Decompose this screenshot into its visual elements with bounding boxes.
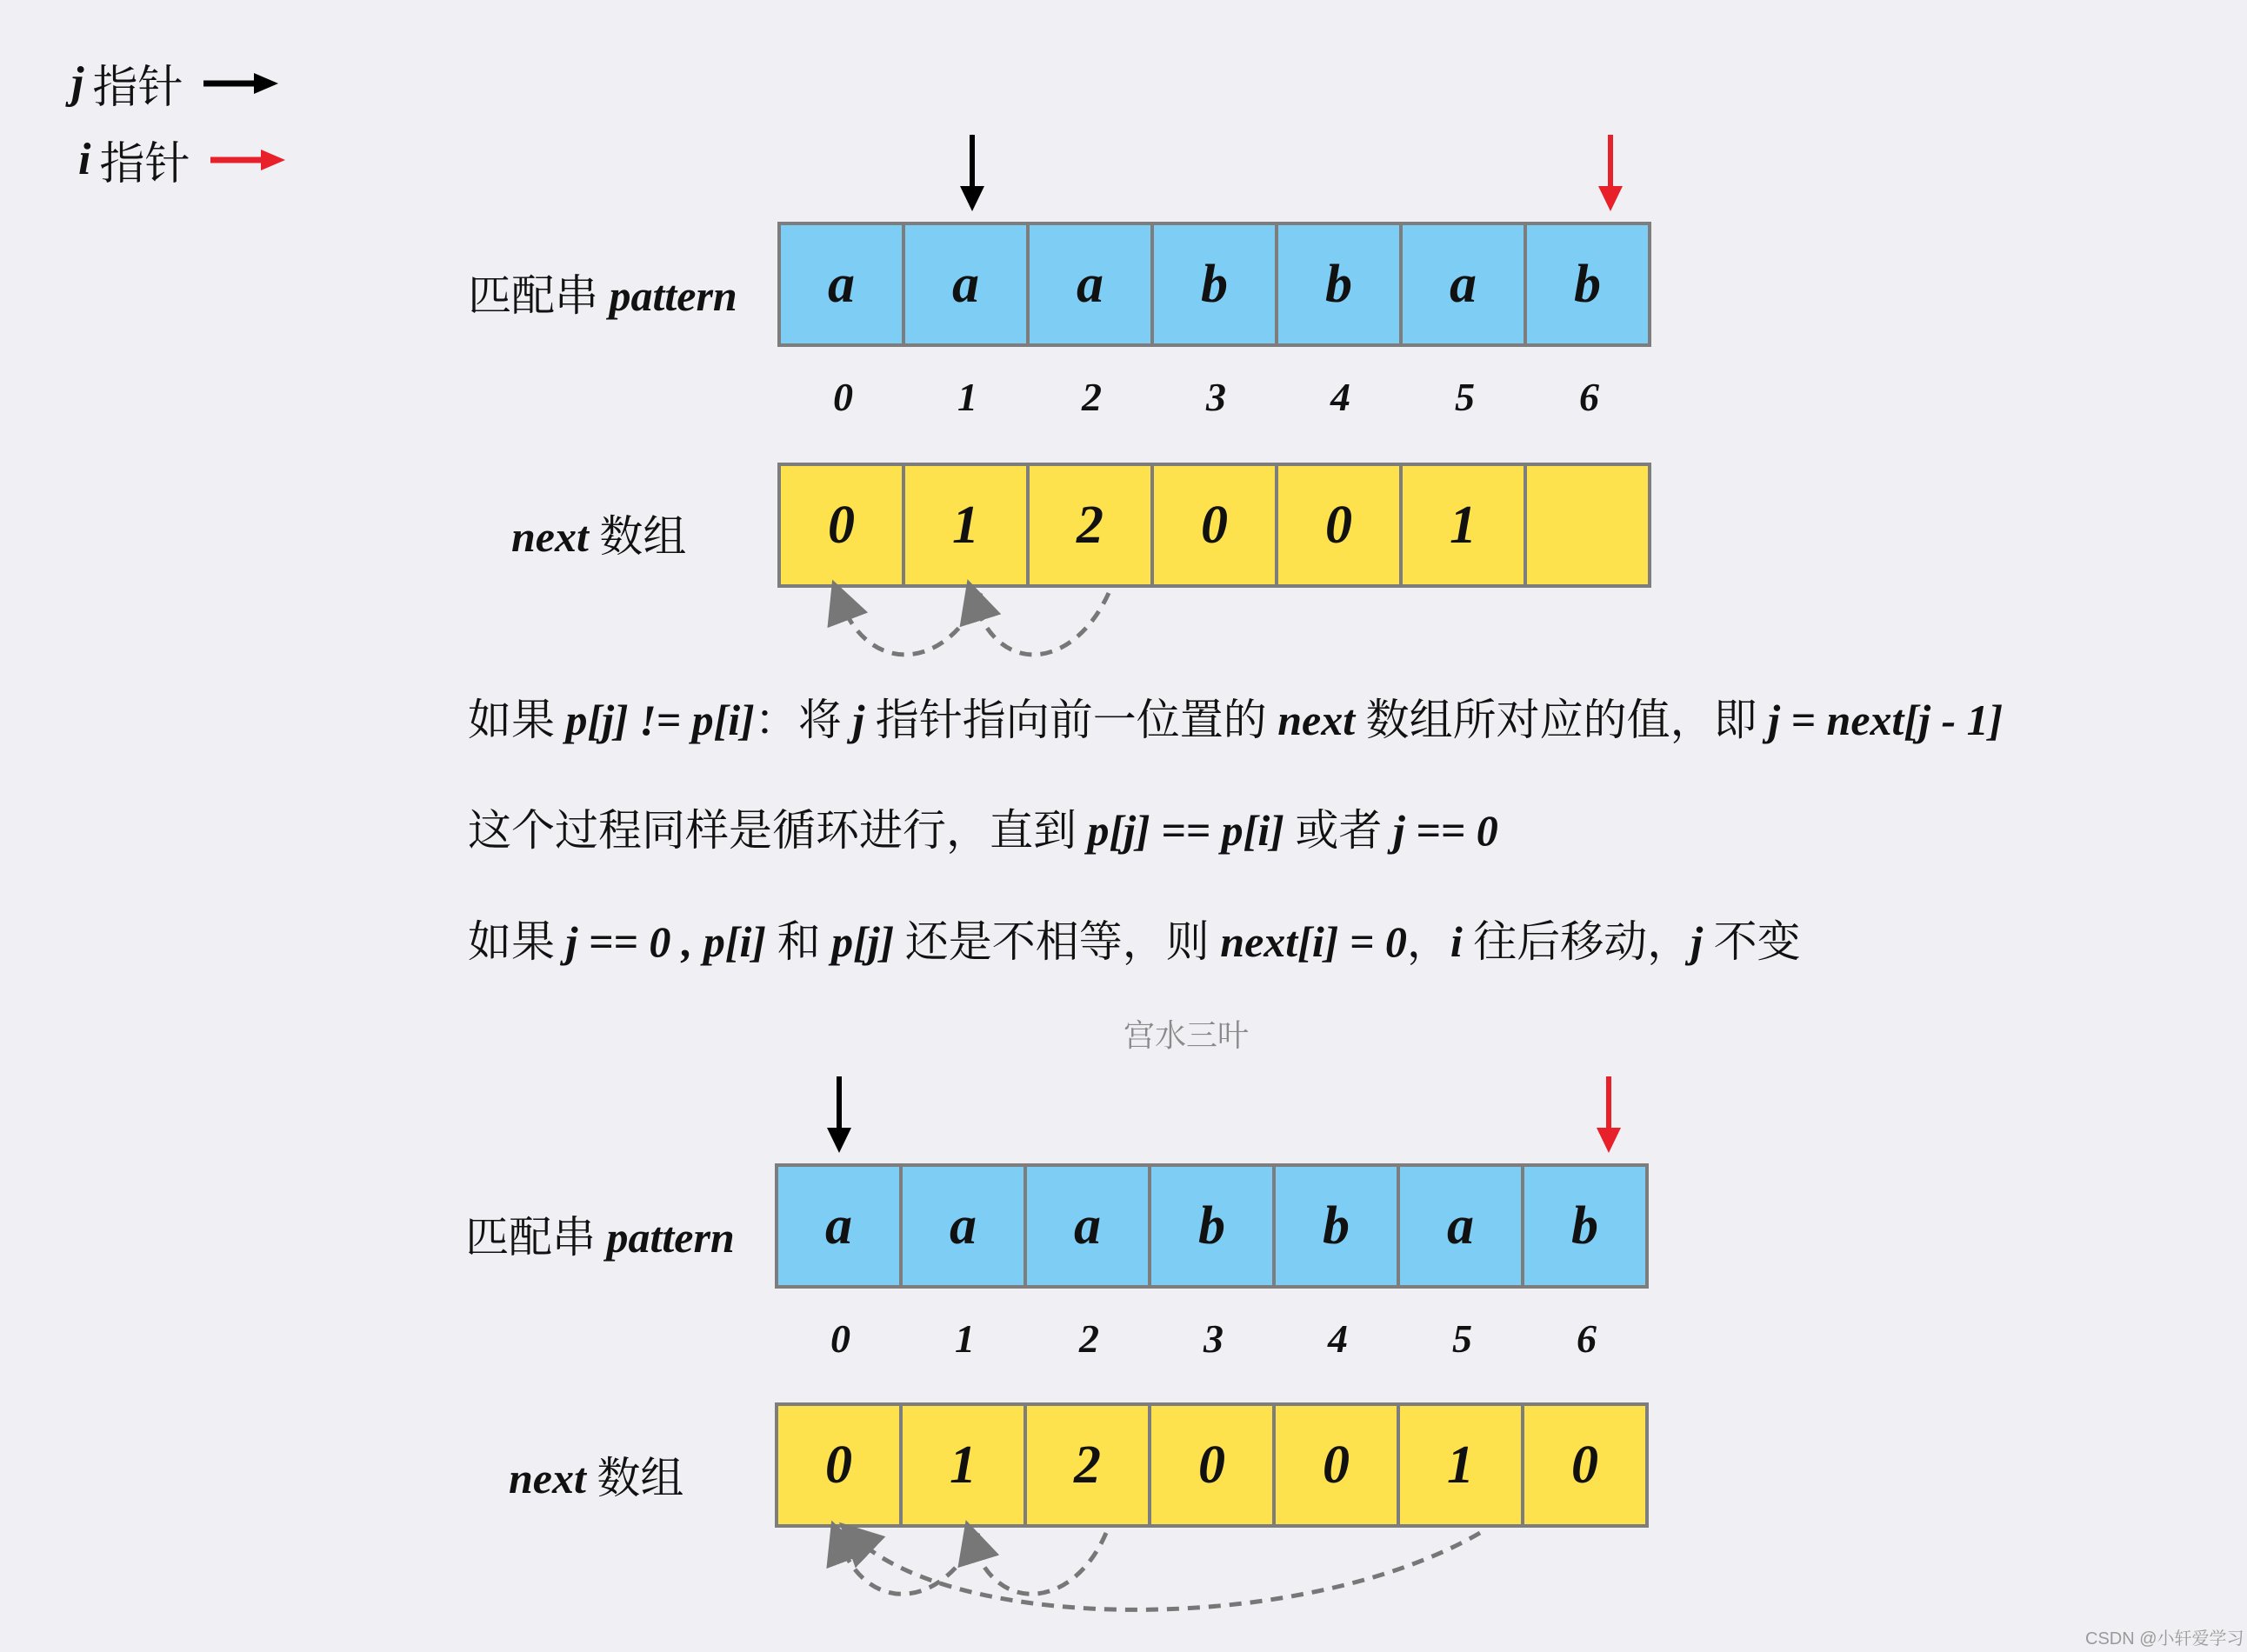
legend-i-text: 指针 [99,140,190,190]
next-cell: 0 [1521,1402,1649,1528]
i-pointer-arrow-icon [1597,1076,1621,1153]
pattern-cell: a [1026,222,1154,347]
legend-j-var: j [71,58,84,108]
pattern-cell: a [1399,222,1527,347]
dashed-back-arrow [974,593,1109,655]
text-run: 还是不相等，则 [894,917,1221,966]
text-run: 如果 [468,696,566,744]
next-cell: 1 [902,463,1030,588]
text-run: i [1450,917,1463,966]
index-label: 4 [1328,1316,1348,1361]
text-run: j == 0 , p[i] [565,917,767,966]
index-label: 6 [1577,1316,1597,1361]
text-run: 和 [766,917,832,966]
j-pointer-arrow-icon [960,135,984,211]
legend-i-var: i [78,135,91,184]
index-label: 5 [1455,375,1475,419]
legend-j-text: 指针 [92,63,183,113]
pattern-cell: a [902,222,1030,347]
next-cell: 2 [1026,463,1154,588]
pattern-cell: a [1397,1163,1524,1289]
pattern-cell: b [1150,222,1278,347]
pattern-cell: a [775,1163,903,1289]
dashed-back-arrow [972,1533,1106,1594]
next-cell: 2 [1023,1402,1151,1528]
next-cell: 1 [1397,1402,1524,1528]
pattern-cell: b [1148,1163,1276,1289]
dashed-back-arrow [855,1533,1480,1609]
footer-watermark: CSDN @小轩爱学习 [2085,1629,2244,1649]
index-label: 3 [1204,1316,1224,1361]
pattern-label-en: pattern [609,271,737,320]
pattern-cell: a [777,222,905,347]
pattern-cell: b [1524,222,1651,347]
text-run: p[j] == p[i] [1087,806,1284,855]
index-label: 6 [1579,375,1599,419]
text-run: ， [1406,917,1450,966]
text-run: 或者 [1284,806,1393,855]
text-run: j [1690,917,1704,966]
pattern-cell: b [1521,1163,1649,1289]
next-label-cn: 数组 [597,1454,684,1502]
index-label: 1 [957,375,977,419]
text-run: ：将 [754,696,853,744]
pattern-cell: b [1275,222,1403,347]
next-label-en: next [509,1454,586,1502]
index-label: 4 [1330,375,1350,419]
i-pointer-arrow-icon [1598,135,1623,211]
pattern-cell: b [1272,1163,1400,1289]
index-label: 5 [1452,1316,1472,1361]
pattern-label-cn: 匹配串 [468,271,598,320]
j-pointer-arrow-icon [827,1076,851,1153]
text-run: j = next[j - 1] [1768,696,2004,744]
index-label: 2 [1079,1316,1099,1361]
watermark: 宫水三叶 [1124,1018,1250,1053]
dashed-back-arrow [839,1533,978,1594]
next-label-cn: 数组 [599,512,687,561]
text-run: j [852,696,865,744]
next-cell: 0 [775,1402,903,1528]
text-run: 如果 [468,917,566,966]
pattern-cell: a [1023,1163,1151,1289]
index-label: 3 [1206,375,1226,419]
text-run: 往后移动， [1462,917,1691,966]
index-label: 1 [955,1316,975,1361]
text-run: p[j] [831,917,895,966]
next-label-en: next [511,512,589,561]
pattern-label-en: pattern [606,1213,735,1262]
text-run: j == 0 [1392,806,1498,855]
dashed-back-arrow [840,593,981,655]
text-run: 指针指向前一位置的 [864,696,1278,744]
next-cell: 0 [1275,463,1403,588]
text-run: 数组所对应的值，即 [1355,696,1769,744]
pattern-cell: a [899,1163,1027,1289]
text-run: p[j] != p[i] [565,696,755,744]
index-label: 0 [830,1316,850,1361]
text-run: next [1277,696,1356,744]
next-cell: 0 [1150,463,1278,588]
next-cell: 0 [1272,1402,1400,1528]
text-run: next[i] = 0 [1220,917,1407,966]
next-cell: 1 [899,1402,1027,1528]
index-label: 0 [833,375,853,419]
index-label: 2 [1082,375,1102,419]
text-run: 不变 [1703,917,1801,966]
pattern-label-cn: 匹配串 [465,1213,596,1262]
text-run: 这个过程同样是循环进行，直到 [468,806,1088,855]
next-cell: 1 [1399,463,1527,588]
next-cell: 0 [1148,1402,1276,1528]
next-cell: 0 [777,463,905,588]
